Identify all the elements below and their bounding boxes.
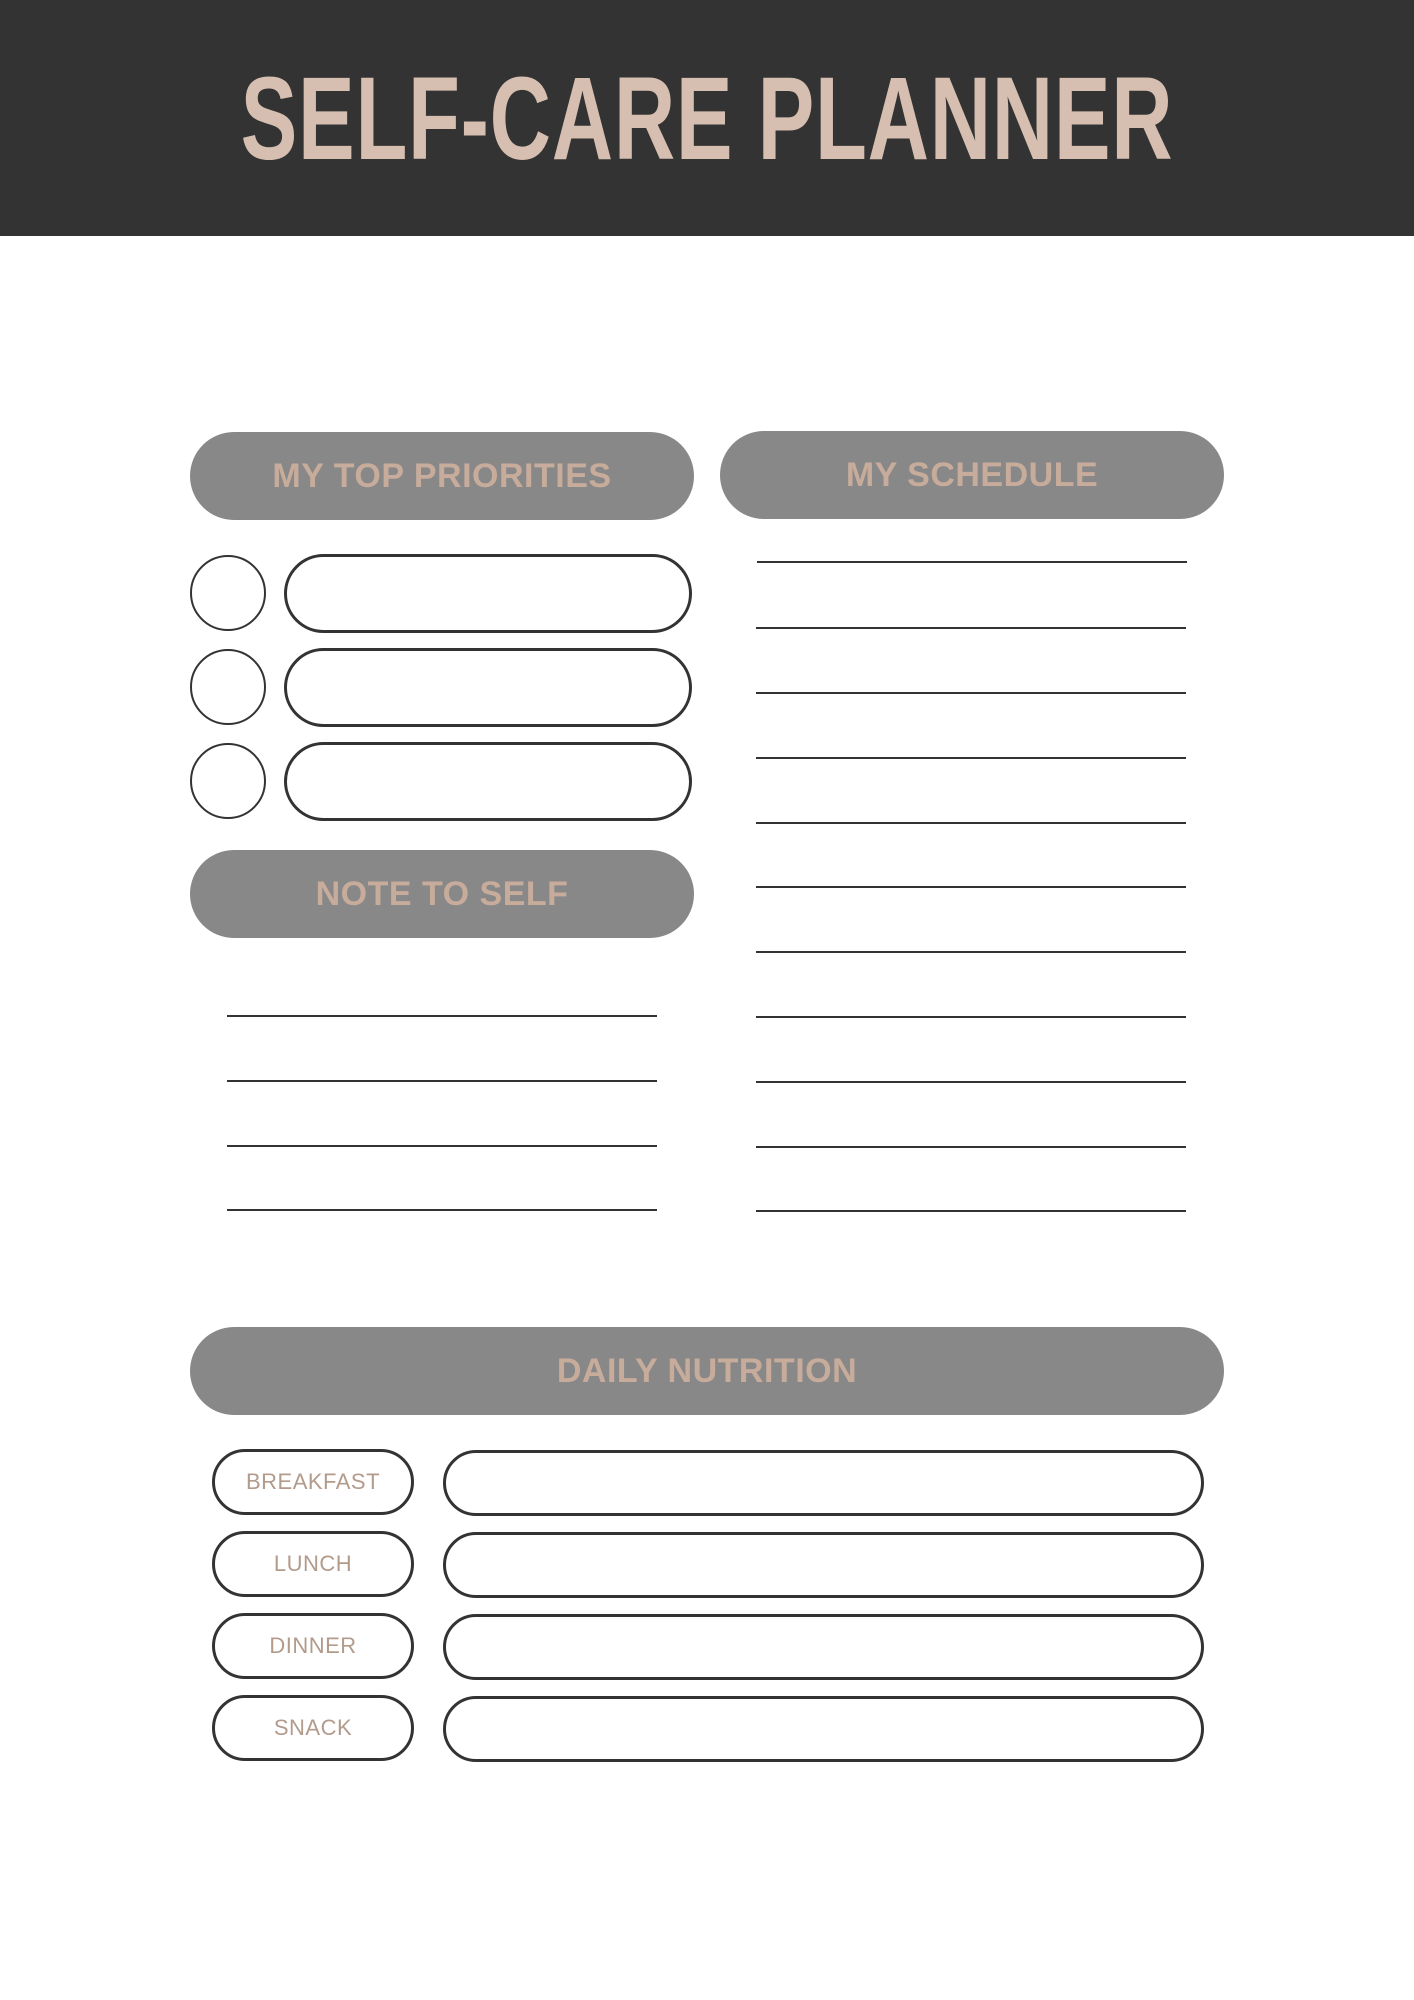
- note-line-1[interactable]: [227, 1015, 657, 1017]
- schedule-line-1[interactable]: [757, 561, 1187, 563]
- priority-checkbox-1[interactable]: [190, 555, 266, 631]
- schedule-line-11[interactable]: [756, 1210, 1186, 1212]
- priority-field-3[interactable]: [284, 742, 692, 821]
- schedule-line-10[interactable]: [756, 1146, 1186, 1148]
- meal-field-dinner[interactable]: [443, 1614, 1204, 1680]
- page-title: SELF-CARE PLANNER: [240, 53, 1174, 185]
- meal-label-lunch: LUNCH: [212, 1531, 414, 1597]
- meal-label-dinner: DINNER: [212, 1613, 414, 1679]
- header-bar: [0, 0, 1414, 236]
- nutrition-heading: DAILY NUTRITION: [190, 1327, 1224, 1415]
- meal-label-breakfast: BREAKFAST: [212, 1449, 414, 1515]
- schedule-line-2[interactable]: [756, 627, 1186, 629]
- priority-field-1[interactable]: [284, 554, 692, 633]
- priority-field-2[interactable]: [284, 648, 692, 727]
- schedule-line-3[interactable]: [756, 692, 1186, 694]
- priorities-heading: MY TOP PRIORITIES: [190, 432, 694, 520]
- priority-checkbox-2[interactable]: [190, 649, 266, 725]
- schedule-line-5[interactable]: [756, 822, 1186, 824]
- meal-label-snack: SNACK: [212, 1695, 414, 1761]
- schedule-line-7[interactable]: [756, 951, 1186, 953]
- meal-field-lunch[interactable]: [443, 1532, 1204, 1598]
- note-line-2[interactable]: [227, 1080, 657, 1082]
- schedule-line-6[interactable]: [756, 886, 1186, 888]
- note-line-3[interactable]: [227, 1145, 657, 1147]
- meal-field-snack[interactable]: [443, 1696, 1204, 1762]
- schedule-line-9[interactable]: [756, 1081, 1186, 1083]
- note-line-4[interactable]: [227, 1209, 657, 1211]
- schedule-line-4[interactable]: [756, 757, 1186, 759]
- priority-checkbox-3[interactable]: [190, 743, 266, 819]
- note-heading: NOTE TO SELF: [190, 850, 694, 938]
- schedule-line-8[interactable]: [756, 1016, 1186, 1018]
- schedule-heading: MY SCHEDULE: [720, 431, 1224, 519]
- meal-field-breakfast[interactable]: [443, 1450, 1204, 1516]
